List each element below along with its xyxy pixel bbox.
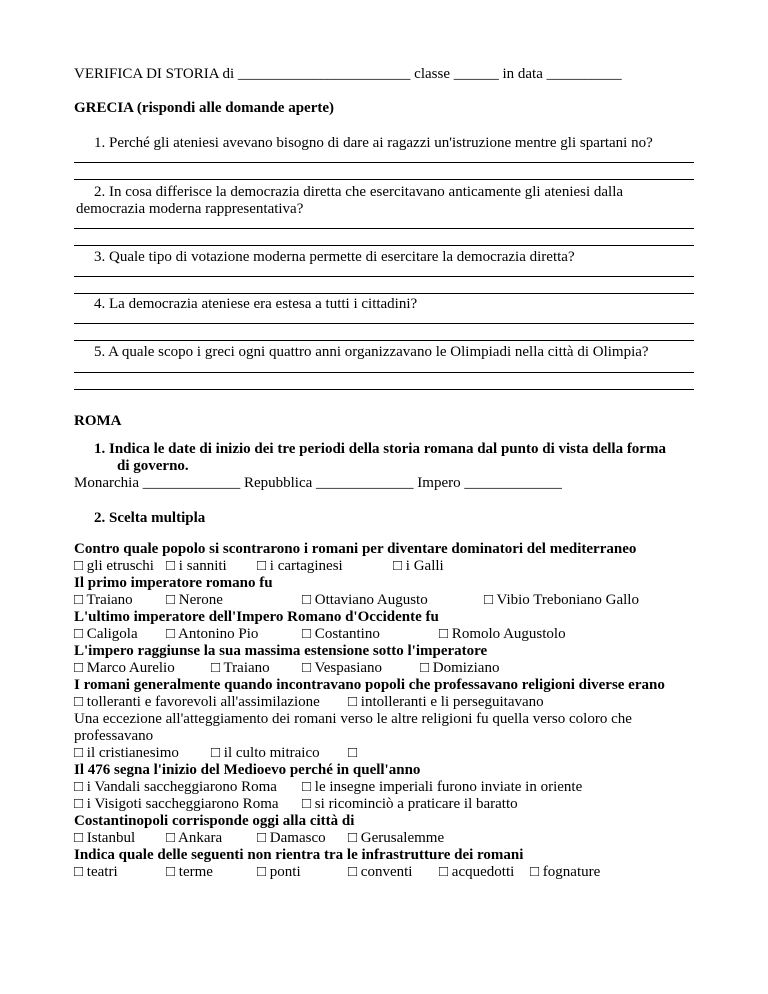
mc-question-2: Il primo imperatore romano fu <box>74 575 273 591</box>
answer-line[interactable] <box>74 340 694 341</box>
mc-option[interactable]: □ fognature <box>530 864 601 880</box>
header-line: VERIFICA DI STORIA di _______________________ classe ______ in data __________ <box>74 66 622 82</box>
mc-option[interactable]: □ Domiziano <box>420 660 500 676</box>
greece-question-3: 3. Quale tipo di votazione moderna permette di esercitare la democrazia diretta? <box>94 249 575 265</box>
mc-option[interactable]: □ acquedotti <box>439 864 515 880</box>
rome-question-2: 2. Scelta multipla <box>94 510 206 526</box>
mc-option[interactable]: □ le insegne imperiali furono inviate in oriente <box>302 779 583 795</box>
mc-option[interactable]: □ ponti <box>257 864 301 880</box>
mc-option[interactable]: □ conventi <box>348 864 413 880</box>
mc-option[interactable]: □ terme <box>166 864 213 880</box>
mc-option[interactable]: □ Ankara <box>166 830 223 846</box>
mc-option[interactable]: □ Istanbul <box>74 830 136 846</box>
greece-question-4: 4. La democrazia ateniese era estesa a tutti i cittadini? <box>94 296 418 312</box>
mc-question-7: Il 476 segna l'inizio del Medioevo perché in quell'anno <box>74 762 421 778</box>
greece-question-2-cont: democrazia moderna rappresentativa? <box>76 201 304 217</box>
answer-line[interactable] <box>74 276 694 277</box>
answer-line[interactable] <box>74 389 694 390</box>
greece-section-title: GRECIA (rispondi alle domande aperte) <box>74 100 335 116</box>
mc-question-4: L'impero raggiunse la sua massima estensione sotto l'imperatore <box>74 643 488 659</box>
mc-option[interactable]: □ Nerone <box>166 592 223 608</box>
mc-option[interactable]: □ Costantino <box>302 626 380 642</box>
mc-option[interactable]: □ intolleranti e li perseguitavano <box>348 694 544 710</box>
greece-question-1: 1. Perché gli ateniesi avevano bisogno di dare ai ragazzi un'istruzione mentre gli spartani no? <box>94 135 653 151</box>
mc-option[interactable]: □ Romolo Augustolo <box>439 626 566 642</box>
answer-line[interactable] <box>74 162 694 163</box>
mc-option[interactable]: □ il culto mitraico <box>211 745 320 761</box>
mc-option[interactable]: □ Caligola <box>74 626 138 642</box>
mc-option[interactable]: □ Marco Aurelio <box>74 660 175 676</box>
mc-option[interactable]: □ teatri <box>74 864 118 880</box>
rome-question-1: 1. Indica le date di inizio dei tre periodi della storia romana dal punto di vista della forma <box>94 441 666 457</box>
mc-option[interactable]: □ Antonino Pio <box>166 626 259 642</box>
mc-option[interactable]: □ tolleranti e favorevoli all'assimilazione <box>74 694 320 710</box>
mc-option[interactable]: □ i Galli <box>393 558 444 574</box>
mc-option[interactable]: □ si ricominciò a praticare il baratto <box>302 796 518 812</box>
answer-line[interactable] <box>74 228 694 229</box>
mc-option[interactable]: □ Vespasiano <box>302 660 383 676</box>
mc-option[interactable]: □ i sanniti <box>166 558 227 574</box>
mc-option[interactable]: □ Gerusalemme <box>348 830 445 846</box>
mc-option[interactable]: □ i cartaginesi <box>257 558 343 574</box>
mc-option[interactable]: □ i Vandali saccheggiarono Roma <box>74 779 277 795</box>
answer-line[interactable] <box>74 323 694 324</box>
mc-question-6-cont: professavano <box>74 728 154 744</box>
answer-line[interactable] <box>74 245 694 246</box>
mc-question-6: Una eccezione all'atteggiamento dei romani verso le altre religioni fu quella verso coloro che <box>74 711 632 727</box>
mc-question-3: L'ultimo imperatore dell'Impero Romano d'Occidente fu <box>74 609 439 625</box>
rome-section-title: ROMA <box>74 413 122 429</box>
mc-question-9: Indica quale delle seguenti non rientra tra le infrastrutture dei romani <box>74 847 524 863</box>
mc-option[interactable]: □ <box>348 745 358 761</box>
mc-option[interactable]: □ Ottaviano Augusto <box>302 592 428 608</box>
mc-question-8: Costantinopoli corrisponde oggi alla città di <box>74 813 355 829</box>
answer-line[interactable] <box>74 293 694 294</box>
mc-option[interactable]: □ Damasco <box>257 830 326 846</box>
answer-line[interactable] <box>74 372 694 373</box>
mc-option[interactable]: □ i Visigoti saccheggiarono Roma <box>74 796 279 812</box>
greece-question-5: 5. A quale scopo i greci ogni quattro anni organizzavano le Olimpiadi nella città di Olimpia? <box>94 344 649 360</box>
mc-option[interactable]: □ gli etruschi <box>74 558 154 574</box>
periods-line: Monarchia _____________ Repubblica _____________ Impero _____________ <box>74 475 562 491</box>
rome-question-1-cont: di governo. <box>117 458 189 474</box>
mc-option[interactable]: □ Traiano <box>211 660 270 676</box>
greece-question-2: 2. In cosa differisce la democrazia diretta che esercitavano anticamente gli ateniesi dalla <box>94 184 624 200</box>
mc-option[interactable]: □ il cristianesimo <box>74 745 179 761</box>
answer-line[interactable] <box>74 179 694 180</box>
mc-option[interactable]: □ Vibio Treboniano Gallo <box>484 592 639 608</box>
mc-question-5: I romani generalmente quando incontravano popoli che professavano religioni diverse erano <box>74 677 665 693</box>
mc-question-1: Contro quale popolo si scontrarono i romani per diventare dominatori del mediterraneo <box>74 541 637 557</box>
mc-option[interactable]: □ Traiano <box>74 592 133 608</box>
